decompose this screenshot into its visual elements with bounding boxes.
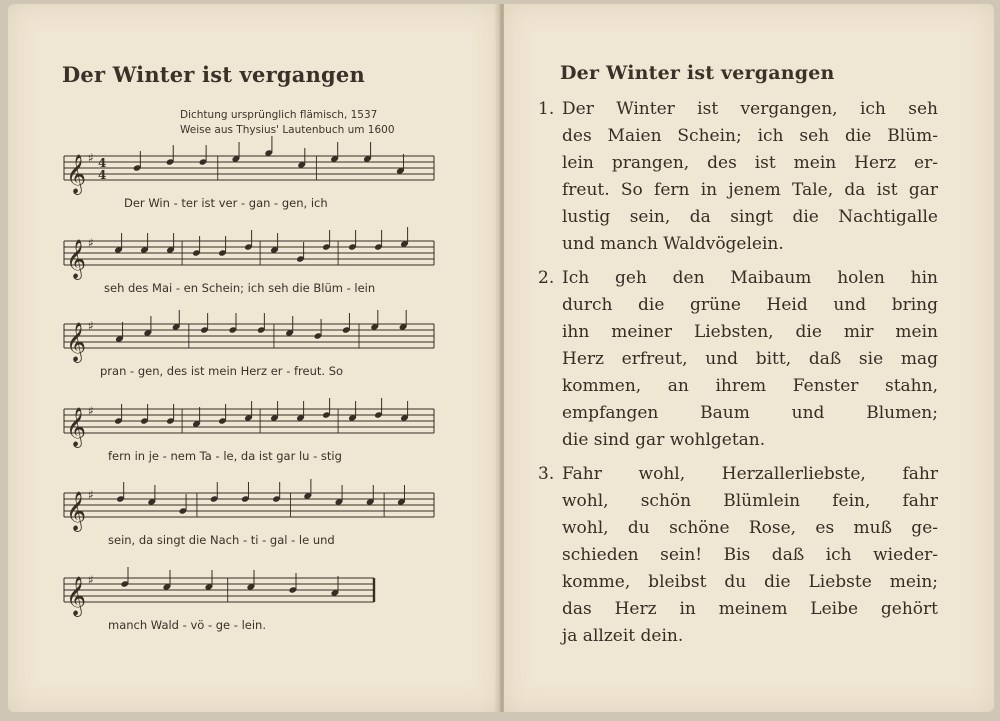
verse-list <box>538 96 938 657</box>
song-credits <box>180 108 432 138</box>
verse-line: ja allzeit dein. <box>562 626 684 646</box>
staff-system <box>64 144 434 210</box>
verse-line: kommen, an ihrem Fenster stahn, <box>562 376 938 396</box>
sharp-icon: ♯ <box>88 151 94 165</box>
verse-line: komme, bleibst du die Liebste mein; <box>562 572 938 592</box>
verse-line: Der Winter ist vergangen, ich seh <box>562 99 938 119</box>
lyric-line: seh des Mai - en Schein; ich seh die Blüm - lein <box>104 281 376 295</box>
treble-clef-icon: 𝄞 <box>66 407 87 447</box>
lyric-line: pran - gen, des ist mein Herz er - freut. So <box>100 364 344 378</box>
staff <box>64 397 434 445</box>
verse-line: empfangen Baum und Blumen; <box>562 403 938 423</box>
staff-system <box>64 312 434 378</box>
treble-clef-icon: 𝄞 <box>66 154 87 194</box>
verse-number: 3. <box>538 464 555 484</box>
verses-title: Der Winter ist vergangen <box>560 62 835 84</box>
sharp-icon: ♯ <box>88 573 94 587</box>
verse <box>538 265 938 454</box>
staff-system <box>64 229 434 295</box>
treble-clef-icon: 𝄞 <box>66 322 87 362</box>
treble-clef-icon: 𝄞 <box>66 239 87 279</box>
staff-system <box>64 481 434 547</box>
staff <box>64 481 434 529</box>
verse <box>538 96 938 258</box>
verse-text <box>562 461 938 650</box>
verse-line: wohl, du schöne Rose, es muß ge- <box>562 518 938 538</box>
sharp-icon: ♯ <box>88 404 94 418</box>
verse-line: das Herz in meinem Leibe gehört <box>562 599 938 619</box>
verse-line: freut. So fern in jenem Tale, da ist gar <box>562 180 938 200</box>
verse-line: Ich geh den Maibaum holen hin <box>562 268 938 288</box>
staff <box>64 566 374 614</box>
verse <box>538 461 938 650</box>
staff-system <box>64 397 434 463</box>
staff-system <box>64 566 434 632</box>
right-page <box>504 4 994 712</box>
verse-line: Herz erfreut, und bitt, daß sie mag <box>562 349 938 369</box>
treble-clef-icon: 𝄞 <box>66 576 87 616</box>
verse-line: lustig sein, da singt die Nachtigalle <box>562 207 938 227</box>
verse-line: schieden sein! Bis daß ich wieder- <box>562 545 938 565</box>
time-signature-top: 4 <box>98 156 107 170</box>
lyric-line: manch Wald - vö - ge - lein. <box>108 618 266 632</box>
sharp-icon: ♯ <box>88 488 94 502</box>
credit-melody: Weise aus Thysius' Lautenbuch um 1600 <box>180 124 395 136</box>
lyric-line: Der Win - ter ist ver - gan - gen, ich <box>124 196 328 210</box>
sharp-icon: ♯ <box>88 319 94 333</box>
lyric-line: fern in je - nem Ta - le, da ist gar lu - stig <box>108 449 342 463</box>
verse-line: Fahr wohl, Herzallerliebste, fahr <box>562 464 938 484</box>
verse-text <box>562 96 938 258</box>
verse-line: ihn meiner Liebsten, die mir mein <box>562 322 938 342</box>
verse-text <box>562 265 938 454</box>
verse-line: durch die grüne Heid und bring <box>562 295 938 315</box>
staff <box>64 312 434 360</box>
staff <box>64 144 434 192</box>
verse-line: wohl, schön Blümlein fein, fahr <box>562 491 938 511</box>
verse-number: 1. <box>538 99 555 119</box>
credit-lyrics: Dichtung ursprünglich flämisch, 1537 <box>180 109 378 121</box>
sharp-icon: ♯ <box>88 236 94 250</box>
staff <box>64 229 434 277</box>
verse-number: 2. <box>538 268 555 288</box>
verse-line: des Maien Schein; ich seh die Blüm- <box>562 126 938 146</box>
treble-clef-icon: 𝄞 <box>66 491 87 531</box>
time-signature-bottom: 4 <box>98 168 107 182</box>
song-title: Der Winter ist vergangen <box>62 62 365 87</box>
lyric-line: sein, da singt die Nach - ti - gal - le und <box>108 533 335 547</box>
verse-line: die sind gar wohlgetan. <box>562 430 766 450</box>
verse-line: und manch Waldvögelein. <box>562 234 784 254</box>
verse-line: lein prangen, des ist mein Herz er- <box>562 153 938 173</box>
left-page <box>8 4 500 712</box>
